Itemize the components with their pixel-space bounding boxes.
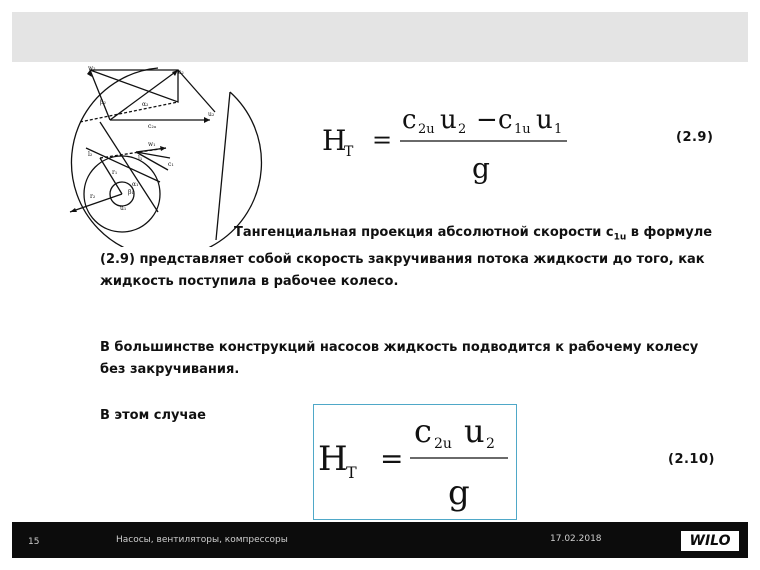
formula-2-10	[318, 408, 513, 516]
formula-eq: =	[372, 126, 393, 154]
formula-num-c1-sub: 1u	[514, 122, 531, 137]
paragraph1-rest: в формуле (2.9) представляет собой скорость закручивания потока жидкости до того, как жидкость поступила в рабочее колесо.	[100, 225, 713, 289]
arrow-head	[70, 208, 77, 212]
footer-date: 17.02.2018	[550, 534, 602, 544]
label-c2u: c₂ᵤ	[148, 123, 157, 130]
paragraph-no-swirl: В большинстве конструкций насосов жидкость подводится к рабочему колесу без закручивания.	[100, 340, 699, 377]
formula-num-u1-sub: 1	[554, 122, 563, 137]
formula2-den: g	[448, 473, 470, 513]
label-w1: w₁	[148, 141, 156, 148]
header-band	[12, 12, 748, 62]
label-u2: u₂	[208, 111, 215, 118]
dashed-line	[100, 148, 166, 158]
formula-num-u2: u	[440, 105, 457, 135]
formula2-lhs: H	[318, 439, 348, 479]
label-alpha2: α₂	[142, 101, 149, 108]
formula-number-2-10: (2.10)	[668, 452, 715, 467]
wilo-logo: WILO	[681, 531, 739, 551]
label-beta1: β₁	[128, 189, 134, 196]
label-w2: w₂	[88, 65, 96, 72]
formula2-num-u-sub: 2	[486, 436, 495, 452]
vector-w2	[90, 70, 110, 120]
label-beta2: β₂	[100, 99, 106, 106]
label-alpha1: α₁	[132, 181, 139, 188]
formula2-num-u: u	[464, 412, 485, 450]
paragraph1-sub: 1u	[613, 232, 627, 243]
label-c2: c₂	[178, 69, 184, 76]
impeller-velocity-diagram	[40, 62, 280, 247]
paragraph-tangential-projection	[100, 222, 740, 293]
formula2-lhs-sub: T	[346, 463, 357, 482]
paragraph1-line1: Тангенциальная проекция абсолютной скорости c	[234, 225, 614, 240]
page-number: 15	[28, 537, 40, 547]
formula-num-c2-sub: 2u	[418, 122, 435, 137]
formula-lhs-sub: T	[344, 144, 354, 160]
formula-num-c1: c	[498, 105, 513, 135]
label-c1: c₁	[168, 161, 174, 168]
formula-minus: −	[476, 105, 498, 135]
formula-num-u1: u	[536, 105, 553, 135]
arrow-head	[160, 146, 166, 151]
formula-lhs: H	[322, 124, 347, 157]
dashed-line	[80, 102, 178, 122]
formula-number-2-9: (2.9)	[676, 130, 714, 145]
formula-num-c2: c	[402, 105, 417, 135]
formula2-num-c-sub: 2u	[434, 436, 452, 452]
guide-line	[178, 70, 215, 112]
outer-volute-tail	[216, 92, 230, 240]
label-r2: r₂	[90, 193, 96, 200]
formula2-num-c: c	[414, 412, 432, 450]
vector-c2	[110, 70, 178, 120]
label-r1: r₁	[112, 169, 118, 176]
formula-den: g	[472, 152, 490, 185]
formula2-eq: =	[380, 442, 404, 475]
triangle-top	[90, 70, 178, 102]
label-l1: l₁	[138, 155, 143, 162]
footer-bar	[12, 522, 748, 558]
label-u1: u₁	[120, 205, 127, 212]
formula-num-u2-sub: 2	[458, 122, 467, 137]
label-l2: l₂	[88, 151, 93, 158]
formula-2-9	[322, 100, 582, 185]
footer-title: Насосы, вентиляторы, компрессоры	[116, 535, 288, 545]
paragraph-in-this-case: В этом случае	[100, 408, 206, 423]
